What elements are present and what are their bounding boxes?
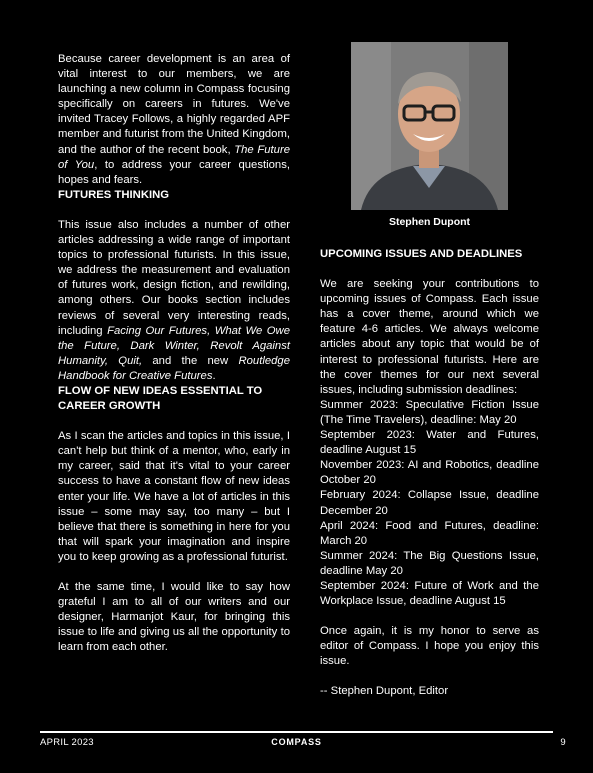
mentor-paragraph: As I scan the articles and topics in this issue, I can't help but think of a mentor, who, early in my career, said that it's vital to your career success to have a constant flow of new ideas enter your life. We have a lot of articles in this issue – some may say, too many – but I believe that there is something in here for you that will spark your imagination and inspire you to keep growing as a professional futurist. [58, 430, 290, 563]
left-column [58, 52, 290, 655]
footer-divider [40, 731, 553, 733]
schedule-item: April 2024: Food and Futures, deadline: March 20 [320, 519, 539, 547]
schedule-item: Summer 2023: Speculative Fiction Issue (The Time Travelers), deadline: May 20 [320, 398, 539, 426]
closing-paragraph: Once again, it is my honor to serve as editor of Compass. I hope you enjoy this issue. [320, 625, 539, 668]
magazine-name: COMPASS [271, 737, 322, 747]
author-photo [351, 42, 508, 210]
portrait-illustration [351, 42, 508, 210]
schedule-item: September 2023: Water and Futures, deadline August 15 [320, 429, 539, 457]
issue-topics-paragraph: This issue also includes a number of other articles addressing a wide range of important topics to professional futurists. In this issue, we address the measurement and evaluation of futures work, design fiction, and rewilding, among others. Our books section includes reviews of several very interesting reads, including Facing Our Futures, What We Owe the Future, Dark Winter, Revolt Against Humanity, Quit, and the new Routledge Handbook for Creative Futures. [58, 218, 290, 382]
schedule-item: September 2024: Future of Work and the Workplace Issue, deadline August 15 [320, 579, 539, 608]
photo-caption: Stephen Dupont [388, 216, 471, 228]
upcoming-issues-heading: UPCOMING ISSUES AND DEADLINES [320, 248, 523, 260]
contributions-paragraph: We are seeking your contributions to upcoming issues of Compass. Each issue has a cover theme, around which we feature 4-6 articles. We always welcome articles about any topic that would be of interest to professional futurists. Here are the cover themes for our next several issues, including submission deadlines: [320, 278, 539, 396]
flow-of-ideas-heading: FLOW OF NEW IDEAS ESSENTIAL TO CAREER GROWTH [58, 384, 263, 413]
gratitude-paragraph: At the same time, I would like to say how grateful I am to all of our writers and our designer, Harmanjot Kaur, for bringing this issue to life and giving us all the opportunity to learn from each other. [58, 581, 290, 654]
schedule-item: February 2024: Collapse Issue, deadline December 20 [320, 489, 539, 517]
page-number: 9 [560, 737, 566, 748]
book-titles: Facing Our Futures, What We Owe the Future, Dark Winter, Revolt Against Humanity, Quit, [58, 324, 290, 367]
issue-date: APRIL 2023 [40, 737, 94, 748]
futures-thinking-heading: FUTURES THINKING [58, 188, 170, 201]
issue-schedule [320, 398, 539, 609]
intro-paragraph: Because career development is an area of vital interest to our members, we are launching a new column in Compass focusing specifically on careers in futures. We've invited Tracey Follows, a highly regarded APF member and futurist from the United Kingdom, and the author of the recent book, The Future of You, to address your career questions, hopes and fears. [58, 53, 290, 186]
editor-signature: -- Stephen Dupont, Editor [320, 685, 449, 698]
schedule-item: November 2023: AI and Robotics, deadline October 20 [320, 459, 539, 487]
schedule-item: Summer 2024: The Big Questions Issue, deadline May 20 [320, 549, 539, 577]
book-title: The Future of You [58, 143, 290, 171]
right-column [320, 247, 539, 700]
handbook-title: Routledge Handbook for Creative Futures [58, 354, 290, 382]
